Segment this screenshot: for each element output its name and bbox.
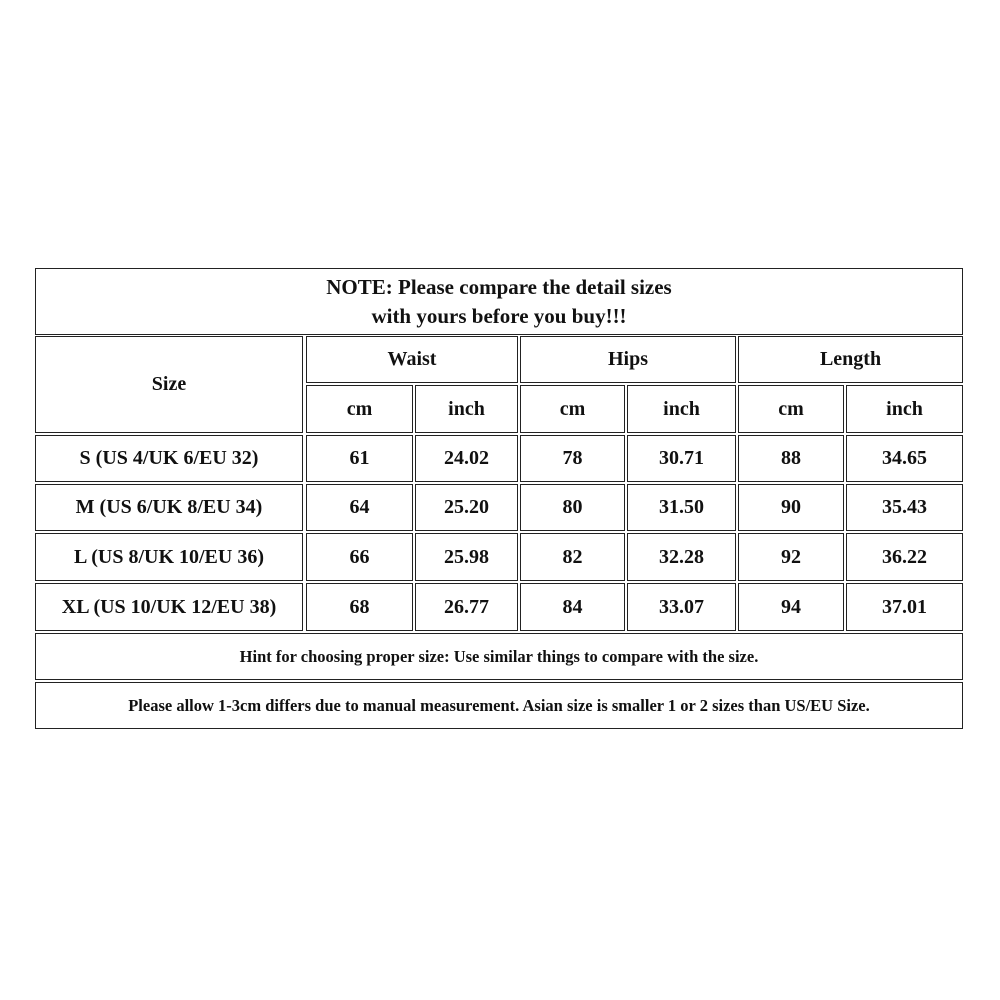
table-cell: 31.50 [627,484,736,531]
table-cell: 68 [306,583,413,631]
note-banner [35,268,963,335]
unit-header: inch [415,385,518,433]
unit-header: cm [306,385,413,433]
table-cell: 92 [738,533,844,581]
hips-group-header: Hips [520,336,736,383]
unit-header: cm [738,385,844,433]
table-cell: 33.07 [627,583,736,631]
waist-group-header: Waist [306,336,518,383]
table-cell: 25.98 [415,533,518,581]
table-cell: 94 [738,583,844,631]
table-cell: 88 [738,435,844,482]
length-group-header: Length [738,336,963,383]
table-cell: 26.77 [415,583,518,631]
measurement-disclaimer: Please allow 1-3cm differs due to manual measurement. Asian size is smaller 1 or 2 sizes than US/EU Size. [35,682,963,729]
table-cell: 34.65 [846,435,963,482]
size-label-s: S (US 4/UK 6/EU 32) [35,435,303,482]
size-label-m: M (US 6/UK 8/EU 34) [35,484,303,531]
unit-header: cm [520,385,625,433]
table-cell: 66 [306,533,413,581]
table-cell: 25.20 [415,484,518,531]
table-cell: 35.43 [846,484,963,531]
table-cell: 82 [520,533,625,581]
table-cell: 32.28 [627,533,736,581]
table-cell: 30.71 [627,435,736,482]
table-cell: 61 [306,435,413,482]
table-cell: 80 [520,484,625,531]
unit-header: inch [846,385,963,433]
table-cell: 84 [520,583,625,631]
note-line-1: NOTE: Please compare the detail sizes [326,274,672,299]
hint-banner: Hint for choosing proper size: Use similar things to compare with the size. [35,633,963,680]
table-cell: 36.22 [846,533,963,581]
table-cell: 24.02 [415,435,518,482]
unit-header: inch [627,385,736,433]
table-cell: 64 [306,484,413,531]
note-line-2: with yours before you buy!!! [371,303,627,328]
size-label-xl: XL (US 10/UK 12/EU 38) [35,583,303,631]
table-cell: 90 [738,484,844,531]
table-cell: 78 [520,435,625,482]
size-column-header: Size [35,336,303,433]
table-cell: 37.01 [846,583,963,631]
size-label-l: L (US 8/UK 10/EU 36) [35,533,303,581]
